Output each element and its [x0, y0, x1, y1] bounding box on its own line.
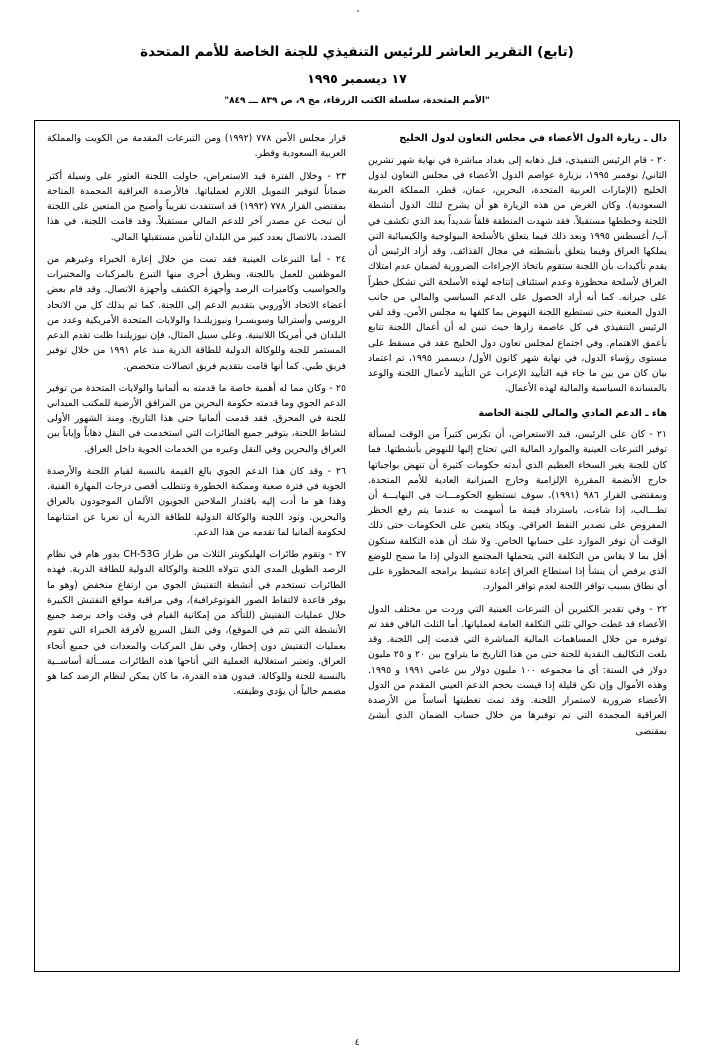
paragraph-20: ٢٠ - قام الرئيس التنفيذي، قبل ذهابه إلى بغداد مباشرة في نهاية شهر تشرين الثاني/ نوفمبر ١٩٩٥، بزيارة عواصم الدول الأعضاء في مجلس التعاون لدول الخليج (الإمارات العربية المتحدة، البحرين، عمان، قطر، المملكة العربية السعودية). وكان الغرض من هذه الزيارة هو أن يشرح لتلك الدول أنشطة اللجنة وخططها مستقبلاً. فقد شهدت المنطقة قلقاً شديداً بعد الذي تكشف في آب/ أغسطس ١٩٩٥ وبعد ذلك فيما يتعلق بالأسلحة البيولوجية والكيميائية التي يملكها العراق وفيما يتعلق بأنشطته في مجال القذائف. وقد أراد الرئيس أن يقدم تأكيدات بأن اللجنة ستقوم باتخاذ الإجراءات الضرورية لضمان عدم امتلاك العراق لأسلحة محظورة وعدم استئناف إنتاجه لهذه الأسلحة التي تشكل خطراً على جيرانه. كما أنه أراد الحصول على الدعم السياسي والمالي من جانب الدول المعنية حتى تستطيع اللجنة النهوض بما كلفها به مجلس الأمن. وقد لقي الرئيس التنفيذي في كل عاصمة زارها حيث تبين له أن أعمال اللجنة تتابع بأعمق الاهتمام. وفي اجتماع لمجلس تعاون دول الخليج عقد في مسقط على مستوى رؤساء الدول، في نهاية شهر كانون الأول/ ديسمبر ١٩٩٥، تم اعتماد بيان كان من بين ما جاء فيه التأييد الإعراب عن التأييد لأعمال اللجنة والوعد بالمساندة السياسية والمالية لهذه الأعمال. [368, 154, 668, 395]
paragraph-21: ٢١ - كان على الرئيس، قيد الاستعراض، أن تكرس كثيراً من الوقت لمسألة توفير التبرعات العينية والموارد المالية التي تحتاج إليها للنهوض بأنشطتها. فما كان للجنة يغير السخاء العظيم الذي أبدته حكومات كثيرة أن تنهض بواجباتها خارج الأنضمة المقررة الإلزامية وخارج الميزانية العادية للأمم المتحدة. وبمقتضى القرار ٩٨٦ (١٩٩١)، سوف تستطيع الحكومـــات في النهايـــة أن تطـــالب، إذا شاءت، باسترداد قيمة ما أسهمت به عندما يتم رفع الحظر المفروض على تصدير النفط العراقي. ويكاد يتعين على الحكومات حتى ذلك الوقت أن توفر الموارد على حسابها الخاص. ولا شك أن هذه التكلفة ستكون أقل بما لا يقاس من التكلفة التي يتحملها المجتمع الدولي إذا ما سمح للوضع الذي يرفض أن ينشأ إذا استطاع العراق إعادة تنشيط برامجه المحظورة على أي نطاق بسبب توافر اللجنة لعدم توافر الموارد. [368, 429, 668, 593]
document-header [34, 42, 680, 106]
page-number: ٤ [354, 1038, 360, 1048]
paragraph-25: ٢٥ - وكان مما له أهمية خاصة ما قدمته به ألمانيا والولايات المتحدة من توفير الدعم الجوي وما قدمته حكومة البحرين من المرافق الأرضية للمكتب الميداني للجنة في المحرق. فقد قدمت ألمانيا حتى هذا التاريخ، ومنذ الشهور الأولى لنشاط اللجنة، بتوفير جميع الطائرات التي استخدمت في النقل ذهاباً وإياباً بين العراق والبحرين وفي النقل وغيره من الخدمات الجوية داخل العراق. [47, 382, 346, 455]
paragraph-26: ٢٦ - وقد كان هذا الدعم الجوي بالغ القيمة بالنسبة لقيام اللجنة والأرصدة الجوية في فترة صعبة وممكنة الخطورة وتتطلب أقصى درجات المهارة الفنية. وهذا هو ما أدت إليه باقتدار الملاحين الجويون الألمان الموجودون بالعراق والبحرين. وتود اللجنة والوكالة الدولية للطاقة الذرية أن تعربا عن امتنانهما لحكومة ألمانيا لما تقدمه من هذا الدعم. [47, 465, 346, 538]
document-source: "الأمم المتحدة، سلسلة الكتب الزرقاء، مج ٩، ص ٨٣٩ ـــ ٨٤٩" [224, 96, 490, 107]
page-mark-dot [357, 10, 359, 12]
document-date: ١٧ ديسمبر ١٩٩٥ [307, 71, 407, 87]
two-column-body [47, 131, 667, 959]
paragraph-23: ٢٣ - وخلال الفترة قيد الاستعراض، حاولت اللجنة العثور على وسيلة أكثر ضماناً لتوفير التمويل اللازم لعملياتها. فالأرصدة العراقية المجمدة المتاحة بمقتضى القرار ٧٧٨ (١٩٩٢) قد استنفدت تقريباً وأصبح من المتعين على اللجنة أن تبحث عن مصدر آخر للدعم المالي مستقبلاً. وقد قامت اللجنة، في هذا الصدد، بالاتصال بعدد كبير من البلدان لتأمين مستقبلها المالي. [47, 170, 347, 243]
paragraph-24: ٢٤ - أما التبرعات العينية فقد تمت من خلال إعارة الخبراء وغيرهم من الموظفين للعمل باللجنة، وبطرق أخرى منها التبرع بالمركبات والمختبرات والحواسيب وكاميرات الرصد وأجهزة الكشف وأجهزة الاتصال. وقد قام بعض أعضاء الاتحاد الأوروبي بتقديم الدعم إلى اللجنة. كما تم بذلك كل من الاتحاد الروسي وأستراليا وسويسـرا ونيوزيلنـدا والولايات المتحدة الأمريكية وعدد من البلدان في أمريكا اللاتينية. وعلى سبيل المثال، فإن نيوزيلندا ظلت تقدم الدعم المستمر للجنة وللوكالة الدولية للطاقة الذرية منذ عام ١٩٩١ من خلال توفير فريق طبي. كما أنها قامت بتقديم فريق اتصالات متخصص. [47, 253, 346, 372]
content-frame [34, 120, 680, 972]
section-heading-dal: دال ـ زيارة الدول الأعضاء في مجلس التعاون لدول الخليج [399, 133, 667, 145]
section-heading-haa: هاء ـ الدعم المادي والمالي للجنة الخاصة [478, 407, 667, 419]
column-left [47, 131, 357, 959]
paragraph-22: ٢٢ - وفي تقدير الكثيرين أن التبرعات العينية التي وردت من مختلف الدول الأعضاء قد غطت حوالي ثلثي التكلفة العامة لعملياتها. أما الثلث الباقي فقد تم توفيره من خلال المساهمات المالية المباشرة التي قدمت إلى اللجنة. وقد بلغت التكاليف النقدية للجنة حتى من هذا التاريخ ما يتراوح بين ٢٠ و ٢٥ مليون دولار في السنة: أي ما مجموعه ١٠٠ مليون دولار بين عامي ١٩٩١ و ١٩٩٥. وهذه الأموال وإن تكن قليلة إذا قيست بحجم الدعم العيني المقدم من الدول الأعضاء ضرورية لاستمرار اللجنة. وقد تمت تغطيتها أساساً من الأرصدة العراقية المجمدة التي تم توفيرها من خلال حساب الضمان الذي أنشئ بمقتضى [368, 603, 667, 737]
page-title: (تابع) التقرير العاشر للرئيس التنفيذي للجنة الخاصة للأمم المتحدة [140, 44, 574, 60]
paragraph-27: ٢٧ - وتقوم طائرات الهليكوبتر الثلاث من طراز CH-53G بدور هام في نظام الرصد الطويل المدى الذي تتولاه اللجنة والوكالة الدولية للطاقة الذرية. فهذه الطائرات تستخدم في أنشطة التفتيش الجوي من ارتفاع منخفض (وهو ما يوفر قاعدة لالتقاط الصور الفوتوغرافية)، وفي مراقبة مواقع التفتيش الكبيرة خلال عمليات التفتيش (للتأكد من إمكانية القيام في وقت واحد برصد جميع الأنشطة التي تتم في الموقع)، وفي النقل السريع لأفرقة الخبراء التي تقوم بعمليات التفتيش دون إخطار، وفي نقل المركبات والمعدات في جميع أنحاء العراق. وتعتبر استغلالية العملية التي أتاحها هذه الطائرات مســألة أساســية بالنسبة للجنة وللوكالة. فبدون هذه القدرة، ما كان يمكن لنظام الرصد كما هو مصمم حالياً أن يؤدي وظيفته. [47, 549, 346, 698]
column-right [357, 131, 667, 959]
paragraph-continuation: قرار مجلس الأمن ٧٧٨ (١٩٩٢) ومن التبرعات المقدمة من الكويت والمملكة العربية السعودية وقطر. [47, 133, 347, 160]
